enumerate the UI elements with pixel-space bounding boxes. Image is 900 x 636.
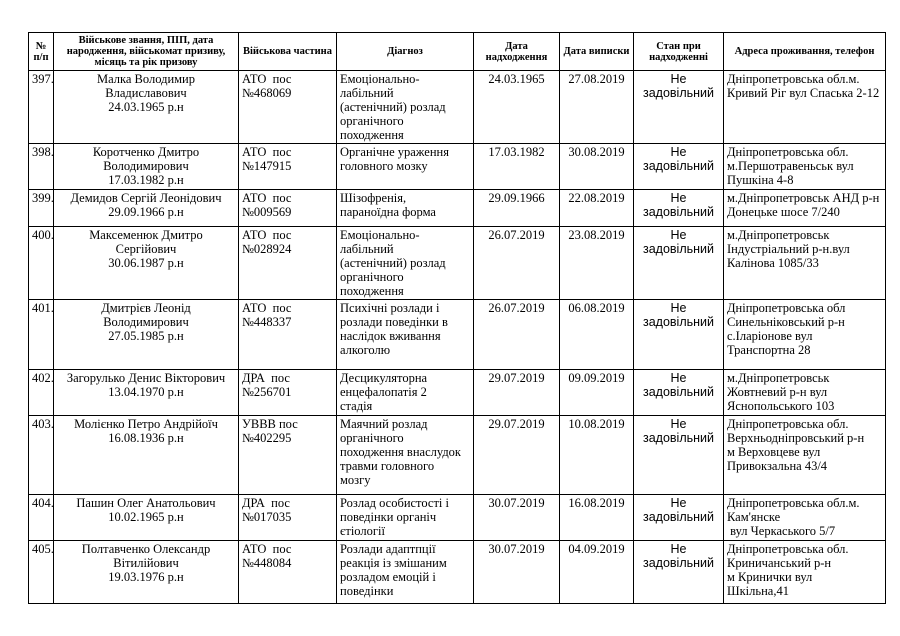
cell-address bbox=[724, 71, 886, 144]
cell-name-line: Володимирович bbox=[103, 315, 189, 329]
cell-address-line: Дніпропетровська обл bbox=[727, 301, 846, 315]
cell-name-line: Дмитрієв Леонід bbox=[101, 301, 191, 315]
cell-name bbox=[54, 227, 239, 300]
cell-address-line: Криничанський р-н bbox=[727, 556, 832, 570]
cell-unit bbox=[239, 416, 337, 495]
cell-state-line: Не bbox=[670, 228, 687, 242]
cell-unit-line: №009569 bbox=[242, 205, 292, 219]
cell-num: 404. bbox=[29, 495, 54, 541]
cell-unit-line: №256701 bbox=[242, 385, 292, 399]
cell-name-line: 13.04.1970 р.н bbox=[108, 385, 184, 399]
cell-address-line: Яснопольського 103 bbox=[727, 399, 835, 413]
cell-unit bbox=[239, 370, 337, 416]
table-row bbox=[29, 541, 886, 604]
cell-diagnosis-line: стадія bbox=[340, 399, 373, 413]
cell-unit bbox=[239, 300, 337, 370]
cell-diagnosis-line: органічного bbox=[340, 114, 404, 128]
cell-state-line: задовільний bbox=[642, 431, 715, 445]
cell-diagnosis-line: Маячний розлад bbox=[340, 417, 428, 431]
cell-name-line: Загорулько Денис Вікторович bbox=[66, 371, 226, 385]
cell-diagnosis-line: Десцикуляторна bbox=[340, 371, 428, 385]
cell-name-line: Пашин Олег Анатольович bbox=[76, 496, 216, 510]
cell-name bbox=[54, 71, 239, 144]
cell-name bbox=[54, 190, 239, 227]
cell-state-line: Не bbox=[670, 542, 687, 556]
cell-diagnosis-line: Шізофренія, bbox=[340, 191, 407, 205]
table-row bbox=[29, 370, 886, 416]
cell-state-line: Не bbox=[670, 417, 687, 431]
cell-state bbox=[634, 227, 724, 300]
cell-date-in: 29.07.2019 bbox=[474, 416, 560, 495]
cell-name-line: Вітилійович bbox=[113, 556, 179, 570]
cell-address-line: Шкільна,41 bbox=[727, 584, 789, 598]
cell-diagnosis-line: енцефалопатія 2 bbox=[340, 385, 427, 399]
cell-diagnosis-line: Емоціонально- bbox=[340, 228, 420, 242]
cell-diagnosis-line: Розлад особистості і bbox=[340, 496, 449, 510]
header-address: Адреса проживання, телефон bbox=[724, 33, 886, 71]
cell-diagnosis-line: параноїдна форма bbox=[340, 205, 436, 219]
cell-diagnosis-line: розлади поведінки в bbox=[340, 315, 448, 329]
header-date-in: Дата надходження bbox=[474, 33, 560, 71]
cell-address-line: Кам'янске bbox=[727, 510, 781, 524]
cell-address-line: Кривий Ріг вул Спаська 2-12 bbox=[727, 86, 880, 100]
cell-diagnosis-line: походження bbox=[340, 284, 404, 298]
cell-diagnosis-line: (астенічний) розлад bbox=[340, 100, 446, 114]
cell-unit-line: АТО пос bbox=[242, 228, 292, 242]
cell-name bbox=[54, 144, 239, 190]
cell-address-line: м.Дніпропетровськ bbox=[727, 228, 830, 242]
cell-state-line: задовільний bbox=[642, 510, 715, 524]
cell-diagnosis-line: травми головного bbox=[340, 459, 435, 473]
cell-diagnosis-line: алкоголю bbox=[340, 343, 391, 357]
cell-unit-line: №028924 bbox=[242, 242, 292, 256]
table-row bbox=[29, 71, 886, 144]
cell-diagnosis bbox=[337, 370, 474, 416]
cell-name-line: Владиславович bbox=[105, 86, 187, 100]
cell-diagnosis bbox=[337, 227, 474, 300]
cell-name-line: Сергійович bbox=[115, 242, 177, 256]
cell-address-line: м.Дніпропетровськ bbox=[727, 371, 830, 385]
table-row bbox=[29, 144, 886, 190]
cell-state-line: Не bbox=[670, 191, 687, 205]
cell-diagnosis-line: лабільний bbox=[340, 242, 394, 256]
cell-name-line: 19.03.1976 р.н bbox=[108, 570, 184, 584]
cell-name-line: 24.03.1965 р.н bbox=[108, 100, 184, 114]
cell-diagnosis-line: наслідок вживання bbox=[340, 329, 441, 343]
cell-date-out: 23.08.2019 bbox=[560, 227, 634, 300]
cell-unit-line: АТО пос bbox=[242, 542, 292, 556]
cell-diagnosis bbox=[337, 541, 474, 604]
cell-name-line: Коротченко Дмитро bbox=[92, 145, 200, 159]
cell-num: 398. bbox=[29, 144, 54, 190]
cell-unit-line: №147915 bbox=[242, 159, 292, 173]
table-row bbox=[29, 495, 886, 541]
cell-date-in: 30.07.2019 bbox=[474, 495, 560, 541]
cell-address bbox=[724, 541, 886, 604]
cell-diagnosis-line: реакція із змішаним bbox=[340, 556, 447, 570]
cell-name bbox=[54, 370, 239, 416]
header-diagnosis: Діагноз bbox=[337, 33, 474, 71]
header-num: № п/п bbox=[29, 33, 54, 71]
cell-diagnosis-line: поведінки bbox=[340, 584, 394, 598]
cell-name-line: Максеменюк Дмитро bbox=[89, 228, 203, 242]
cell-name bbox=[54, 495, 239, 541]
cell-unit-line: АТО пос bbox=[242, 72, 292, 86]
cell-state bbox=[634, 71, 724, 144]
cell-unit bbox=[239, 227, 337, 300]
cell-name bbox=[54, 416, 239, 495]
cell-diagnosis bbox=[337, 300, 474, 370]
cell-num: 401. bbox=[29, 300, 54, 370]
cell-address-line: Калінова 1085/33 bbox=[727, 256, 819, 270]
cell-diagnosis-line: лабільний bbox=[340, 86, 394, 100]
cell-diagnosis bbox=[337, 144, 474, 190]
header-date-out: Дата виписки bbox=[560, 33, 634, 71]
cell-unit-line: №448084 bbox=[242, 556, 292, 570]
cell-date-out: 27.08.2019 bbox=[560, 71, 634, 144]
cell-unit-line: УВВВ пос bbox=[242, 417, 298, 431]
cell-address-line: Синельніковський р-н bbox=[727, 315, 845, 329]
cell-diagnosis-line: Психічні розлади і bbox=[340, 301, 440, 315]
header-name: Військове звання, ПІП, дата народження, військомат призиву, місяць та рік призову bbox=[54, 33, 239, 71]
cell-diagnosis-line: органічного bbox=[340, 270, 404, 284]
cell-date-out: 16.08.2019 bbox=[560, 495, 634, 541]
cell-name-line: Демидов Сергій Леонідович bbox=[70, 191, 222, 205]
cell-address bbox=[724, 144, 886, 190]
cell-state-line: Не bbox=[670, 496, 687, 510]
cell-unit-line: АТО пос bbox=[242, 301, 292, 315]
cell-address-line: Пушкіна 4-8 bbox=[727, 173, 794, 187]
cell-address bbox=[724, 370, 886, 416]
table-row bbox=[29, 227, 886, 300]
cell-name-line: Полтавченко Олександр bbox=[81, 542, 211, 556]
cell-date-in: 30.07.2019 bbox=[474, 541, 560, 604]
cell-diagnosis-line: головного мозку bbox=[340, 159, 428, 173]
cell-unit bbox=[239, 541, 337, 604]
cell-address bbox=[724, 416, 886, 495]
cell-num: 397. bbox=[29, 71, 54, 144]
cell-address-line: вул Черкаського 5/7 bbox=[727, 524, 836, 538]
cell-address-line: Верхньодніпровський р-н bbox=[727, 431, 865, 445]
cell-name-line: 10.02.1965 р.н bbox=[108, 510, 184, 524]
cell-name bbox=[54, 541, 239, 604]
cell-name-line: Володимирович bbox=[103, 159, 189, 173]
cell-state bbox=[634, 144, 724, 190]
cell-diagnosis-line: розладом емоцій і bbox=[340, 570, 436, 584]
cell-address bbox=[724, 300, 886, 370]
cell-address-line: Жовтневий р-н вул bbox=[727, 385, 828, 399]
cell-address-line: м Верховцеве вул bbox=[727, 445, 821, 459]
cell-state-line: задовільний bbox=[642, 86, 715, 100]
cell-num: 405. bbox=[29, 541, 54, 604]
cell-state bbox=[634, 300, 724, 370]
cell-address-line: Індустріальний р-н.вул bbox=[727, 242, 850, 256]
cell-state bbox=[634, 370, 724, 416]
cell-num: 402. bbox=[29, 370, 54, 416]
cell-name-line: 16.08.1936 р.н bbox=[108, 431, 184, 445]
cell-address-line: Дніпропетровська обл. bbox=[727, 417, 849, 431]
cell-date-out: 30.08.2019 bbox=[560, 144, 634, 190]
cell-date-in: 24.03.1965 bbox=[474, 71, 560, 144]
cell-unit-line: АТО пос bbox=[242, 191, 292, 205]
cell-name bbox=[54, 300, 239, 370]
cell-diagnosis-line: Емоціонально- bbox=[340, 72, 420, 86]
cell-address-line: с.Іларіонове вул bbox=[727, 329, 813, 343]
cell-diagnosis-line: органічного bbox=[340, 431, 404, 445]
cell-address bbox=[724, 190, 886, 227]
cell-date-in: 26.07.2019 bbox=[474, 300, 560, 370]
cell-unit bbox=[239, 71, 337, 144]
cell-unit bbox=[239, 144, 337, 190]
cell-name-line: 30.06.1987 р.н bbox=[108, 256, 184, 270]
cell-state-line: Не bbox=[670, 145, 687, 159]
cell-state bbox=[634, 541, 724, 604]
cell-address bbox=[724, 495, 886, 541]
cell-diagnosis bbox=[337, 190, 474, 227]
cell-date-out: 10.08.2019 bbox=[560, 416, 634, 495]
cell-address-line: м.Першотравеньськ вул bbox=[727, 159, 854, 173]
cell-name-line: 29.09.1966 р.н bbox=[108, 205, 184, 219]
cell-state-line: задовільний bbox=[642, 556, 715, 570]
cell-diagnosis-line: походження внаслудок bbox=[340, 445, 461, 459]
cell-address bbox=[724, 227, 886, 300]
cell-date-in: 29.09.1966 bbox=[474, 190, 560, 227]
cell-state bbox=[634, 190, 724, 227]
cell-num: 400. bbox=[29, 227, 54, 300]
cell-unit-line: АТО пос bbox=[242, 145, 292, 159]
cell-date-out: 06.08.2019 bbox=[560, 300, 634, 370]
cell-date-out: 04.09.2019 bbox=[560, 541, 634, 604]
cell-unit-line: №017035 bbox=[242, 510, 292, 524]
cell-address-line: Дніпропетровська обл. bbox=[727, 145, 849, 159]
cell-num: 403. bbox=[29, 416, 54, 495]
cell-state-line: задовільний bbox=[642, 242, 715, 256]
table-row bbox=[29, 300, 886, 370]
cell-diagnosis-line: (астенічний) розлад bbox=[340, 256, 446, 270]
cell-state-line: задовільний bbox=[642, 205, 715, 219]
cell-unit bbox=[239, 190, 337, 227]
cell-diagnosis-line: мозгу bbox=[340, 473, 371, 487]
cell-diagnosis-line: походження bbox=[340, 128, 404, 142]
cell-diagnosis bbox=[337, 416, 474, 495]
cell-address-line: Привокзальна 43/4 bbox=[727, 459, 828, 473]
cell-name-line: Малка Володимир bbox=[96, 72, 196, 86]
cell-address-line: м.Дніпропетровськ АНД р-н bbox=[727, 191, 880, 205]
patient-register-table bbox=[28, 32, 886, 604]
cell-address-line: Дніпропетровська обл. bbox=[727, 542, 849, 556]
cell-unit-line: №468069 bbox=[242, 86, 292, 100]
cell-unit-line: №402295 bbox=[242, 431, 292, 445]
cell-name-line: 17.03.1982 р.н bbox=[108, 173, 184, 187]
cell-state-line: задовільний bbox=[642, 315, 715, 329]
cell-state bbox=[634, 416, 724, 495]
cell-unit-line: ДРА пос bbox=[242, 496, 290, 510]
cell-diagnosis-line: Органічне ураження bbox=[340, 145, 449, 159]
cell-diagnosis-line: єтіології bbox=[340, 524, 385, 538]
cell-date-out: 22.08.2019 bbox=[560, 190, 634, 227]
header-unit: Військова частина bbox=[239, 33, 337, 71]
cell-unit bbox=[239, 495, 337, 541]
cell-address-line: м Кринички вул bbox=[727, 570, 813, 584]
cell-date-in: 29.07.2019 bbox=[474, 370, 560, 416]
cell-diagnosis bbox=[337, 71, 474, 144]
header-state: Стан при надходженні bbox=[634, 33, 724, 71]
cell-date-out: 09.09.2019 bbox=[560, 370, 634, 416]
cell-diagnosis-line: Розлади адаптпції bbox=[340, 542, 436, 556]
cell-address-line: Дніпропетровська обл.м. bbox=[727, 72, 860, 86]
cell-num: 399. bbox=[29, 190, 54, 227]
cell-date-in: 26.07.2019 bbox=[474, 227, 560, 300]
cell-name-line: Молієнко Петро Андрійоїч bbox=[74, 417, 218, 431]
cell-date-in: 17.03.1982 bbox=[474, 144, 560, 190]
table-row bbox=[29, 416, 886, 495]
cell-state-line: Не bbox=[670, 371, 687, 385]
cell-unit-line: №448337 bbox=[242, 315, 292, 329]
cell-state-line: Не bbox=[670, 72, 687, 86]
cell-address-line: Транспортна 28 bbox=[727, 343, 811, 357]
cell-state bbox=[634, 495, 724, 541]
cell-state-line: задовільний bbox=[642, 159, 715, 173]
cell-state-line: задовільний bbox=[642, 385, 715, 399]
table-row bbox=[29, 190, 886, 227]
cell-state-line: Не bbox=[670, 301, 687, 315]
cell-name-line: 27.05.1985 р.н bbox=[108, 329, 184, 343]
header-row bbox=[29, 33, 886, 71]
cell-address-line: Донецьке шосе 7/240 bbox=[727, 205, 840, 219]
cell-diagnosis bbox=[337, 495, 474, 541]
cell-diagnosis-line: поведінки органіч bbox=[340, 510, 437, 524]
table-body bbox=[29, 71, 886, 604]
cell-address-line: Дніпропетровська обл.м. bbox=[727, 496, 860, 510]
cell-unit-line: ДРА пос bbox=[242, 371, 290, 385]
